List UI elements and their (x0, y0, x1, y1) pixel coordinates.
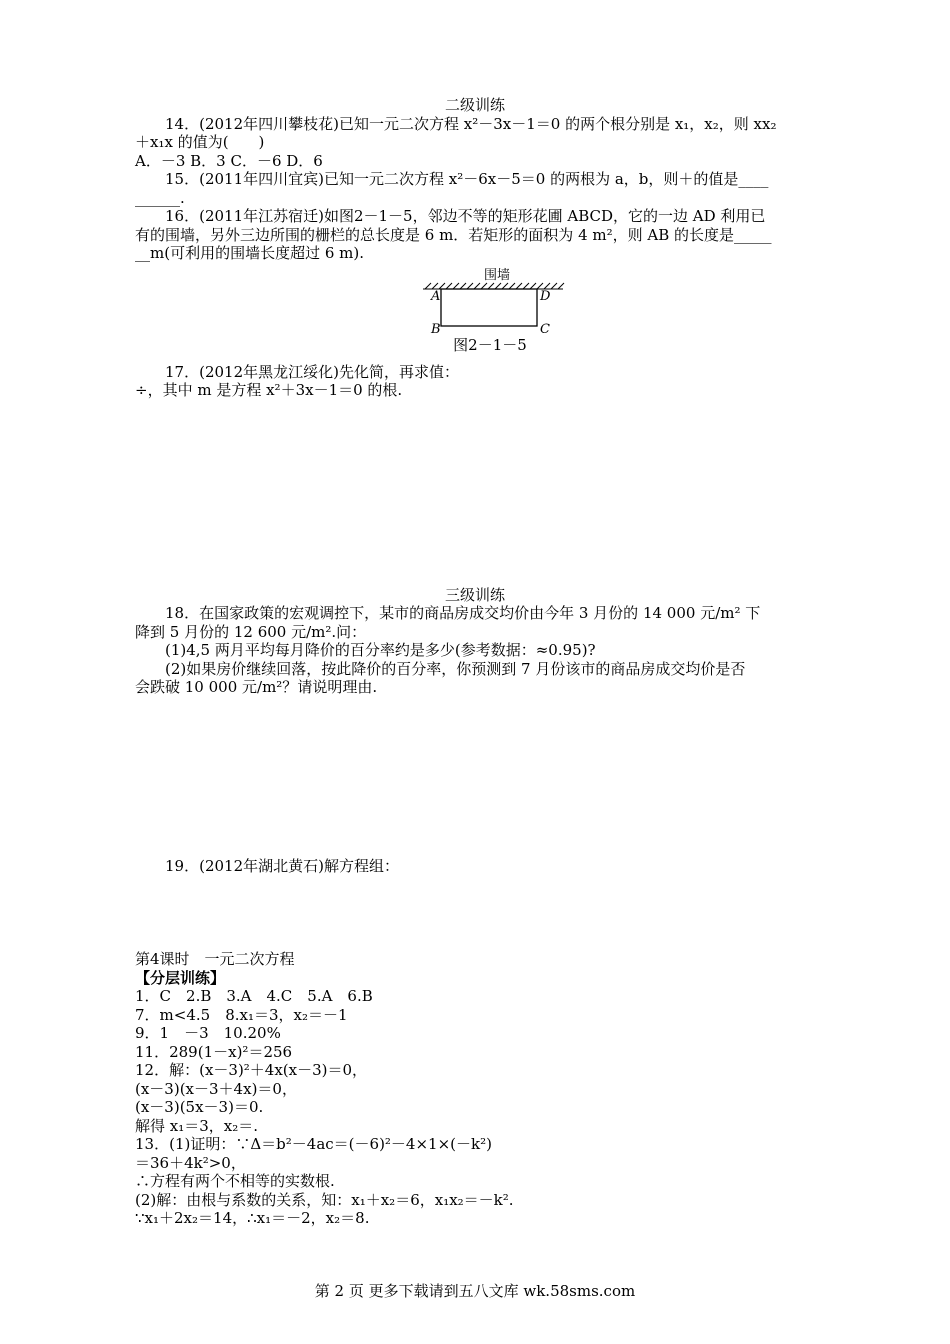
vertex-d: D (540, 288, 551, 304)
answer-13-line2: ＝36＋4k²>0， (135, 1153, 246, 1172)
spacer (135, 400, 815, 586)
answer-12-line2: (x－3)(x－3＋4x)＝0， (135, 1079, 297, 1098)
wall-label: 围墙 (483, 267, 511, 283)
lesson-title: 第4课时 一元二次方程 (135, 950, 295, 968)
vertex-a: A (431, 288, 441, 304)
q18-line2: 降到 5 月份的 12 600 元/m².问： (135, 622, 367, 641)
vertex-b: B (431, 321, 441, 337)
level3-title: 三级训练 (444, 585, 505, 604)
q18-part2-line2: 会跌破 10 000 元/m²？请说明理由. (135, 678, 378, 696)
spacer (135, 875, 815, 950)
rectangle-abcd (441, 289, 537, 326)
figure-caption: 图2－1－5 (453, 335, 527, 354)
q18-line1: 18．在国家政策的宏观调控下，某市的商品房成交均价由今年 3 月份的 14 000 元/m² 下 (165, 604, 761, 622)
answer-13-line5: ∵x₁＋2x₂＝14，∴x₁＝－2，x₂＝8. (135, 1209, 370, 1227)
q17-line2: ÷，其中 m 是方程 x²＋3x－1＝0 的根. (135, 381, 403, 399)
figure-svg (135, 263, 815, 363)
answer-11: 11．289(1－x)²＝256 (135, 1042, 293, 1061)
q19-line: 19．(2012年湖北黄石)解方程组： (165, 856, 399, 875)
figure-rectangle-wall (135, 263, 815, 363)
page-footer: 第 2 页 更多下载请到五八文库 wk.58sms.com (314, 1282, 636, 1300)
q14-line2: ＋x₁x 的值为( ) (135, 133, 265, 151)
q14-line1: 14．(2012年四川攀枝花)已知一元二次方程 x²－3x－1＝0 的两个根分别是 x₁，x₂，则 xx₂ (165, 114, 777, 133)
answer-13-line1: 13．(1)证明：∵Δ＝b²－4ac＝(－6)²－4×1×(－k²) (135, 1135, 492, 1153)
answer-12-line1: 12．解：(x－3)²＋4x(x－3)＝0， (135, 1061, 368, 1079)
answer-13-line3: ∴方程有两个不相等的实数根. (135, 1172, 335, 1190)
q16-line3: __m(可利用的围墙长度超过 6 m). (135, 244, 365, 262)
answer-13-line4: (2)解：由根与系数的关系，知：x₁＋x₂＝6，x₁x₂＝－k². (135, 1190, 514, 1209)
q15-line2: ______. (135, 188, 185, 207)
section-label: 【分层训练】 (135, 968, 226, 987)
q18-part2-line1: (2)如果房价继续回落，按此降价的百分率，你预测到 7 月份该市的商品房成交均价是否 (165, 659, 746, 678)
q15-line1: 15．(2011年四川宜宾)已知一元二次方程 x²－6x－5＝0 的两根为 a，b，则＋的值是____ (165, 170, 769, 188)
q16-line1: 16．(2011年江苏宿迁)如图2－1－5，邻边不等的矩形花圃 ABCD，它的一边 AD 利用已 (165, 207, 766, 225)
level2-title: 二级训练 (444, 96, 505, 114)
answers-9-10: 9．1 －3 10.20% (135, 1024, 281, 1042)
answers-1-6: 1．C 2.B 3.A 4.C 5.A 6.B (135, 987, 373, 1005)
vertex-c: C (540, 321, 550, 337)
spacer (135, 697, 815, 857)
q14-options: A．－3 B．3 C．－6 D．6 (135, 151, 323, 170)
page-content (135, 96, 815, 1228)
answer-12-line4: 解得 x₁＝3，x₂＝. (135, 1116, 259, 1135)
q18-part1: (1)4,5 两月平均每月降价的百分率约是多少(参考数据：≈0.95)? (165, 641, 596, 659)
answer-12-line3: (x－3)(5x－3)＝0. (135, 1098, 264, 1116)
answers-7-8: 7．m<4.5 8.x₁＝3，x₂＝－1 (135, 1005, 348, 1024)
q16-line2: 有的围墙，另外三边所围的栅栏的总长度是 6 m．若矩形的面积为 4 m²，则 AB 的长度是_____ (135, 225, 772, 244)
q17-line1: 17．(2012年黑龙江绥化)先化简，再求值： (165, 362, 459, 381)
